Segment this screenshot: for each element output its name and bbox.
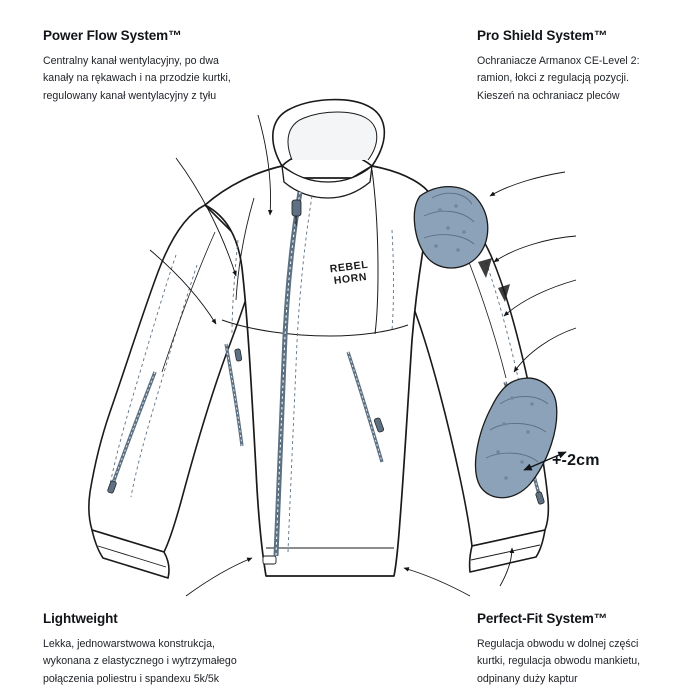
annotation-perfect-fit <box>477 611 692 688</box>
annotation-body <box>43 636 258 687</box>
annotation-body <box>477 636 692 687</box>
jacket-body-group <box>89 100 557 578</box>
annotation-title: Lightweight <box>43 611 118 626</box>
leader-pro-shield-2 <box>494 236 576 262</box>
annotation-lightweight <box>43 611 258 688</box>
annotation-line: kanały na rękawach i na przodzie kurtki, <box>43 72 231 85</box>
hem-adjuster-tab <box>263 556 276 564</box>
measurement-label: +-2cm <box>552 452 600 469</box>
annotation-title: Perfect-Fit System™ <box>477 611 608 626</box>
annotation-line: regulowany kanał wentylacyjny z tyłu <box>43 89 217 102</box>
annotation-pro-shield <box>477 28 692 105</box>
annotation-line: połączenia poliestru i spandexu 5k/5k <box>43 672 220 685</box>
annotation-line: Regulacja obwodu w dolnej części <box>477 638 639 651</box>
annotation-line: kurtki, regulacja obwodu mankietu, <box>477 655 641 668</box>
leader-pro-shield-1 <box>490 172 565 196</box>
shoulder-armor <box>414 187 487 268</box>
brand-logo <box>329 259 370 288</box>
annotation-line: Ochraniacze Armanox CE-Level 2: <box>477 55 640 68</box>
leader-lightweight-1 <box>186 558 252 596</box>
annotation-line: Centralny kanał wentylacyjny, po dwa <box>43 55 219 68</box>
hood-inner <box>288 112 377 160</box>
annotation-power-flow <box>43 28 258 105</box>
annotation-line: wykonana z elastycznego i wytrzymałego <box>43 655 237 668</box>
svg-text:HORN: HORN <box>333 270 368 287</box>
jacket-torso <box>205 166 432 576</box>
annotation-line: odpinany duży kaptur <box>477 672 578 685</box>
leader-pro-shield-3 <box>504 280 576 316</box>
chest-pocket-zipper-left <box>226 344 242 446</box>
leader-perfect-fit-1 <box>404 568 470 596</box>
annotation-title: Power Flow System™ <box>43 28 182 43</box>
annotation-title: Pro Shield System™ <box>477 28 608 43</box>
svg-text:REBEL: REBEL <box>329 258 369 276</box>
annotation-line: Kieszeń na ochraniacz pleców <box>477 89 620 102</box>
annotation-line: ramion, łokci z regulacją pozycji. <box>477 72 629 85</box>
annotation-body <box>477 53 692 104</box>
annotation-body <box>43 53 258 104</box>
annotation-line: Lekka, jednowarstwowa konstrukcja, <box>43 638 215 651</box>
